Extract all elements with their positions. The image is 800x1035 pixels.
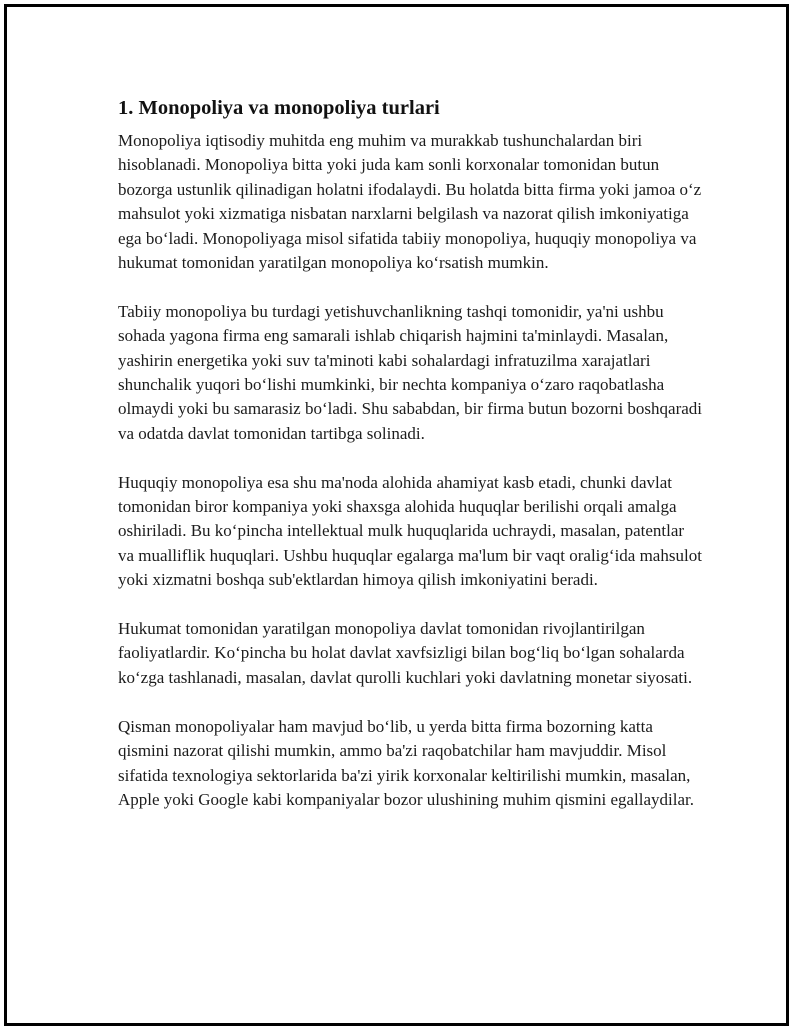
section-heading: 1. Monopoliya va monopoliya turlari: [118, 97, 440, 119]
document-body: [118, 95, 703, 837]
paragraph-natural-monopoly: Tabiiy monopoliya bu turdagi yetishuvchanlikning tashqi tomonidir, ya'ni ushbu sohada yagona firma eng samarali ishlab chiqarish hajmini ta'minlaydi. Masalan, yashirin energetika yoki suv ta'minoti kabi sohalardagi infratuzilma xarajatlari shunchalik yuqori bo‘lishi mumkinki, bir nechta kompaniya o‘zaro raqobatlasha olmaydi yoki bu samarasiz bo‘ladi. Shu sababdan, bir firma butun bozorni boshqaradi va odatda davlat tomonidan tartibga solinadi.: [118, 301, 703, 443]
paragraph-monopoly-definition: Monopoliya iqtisodiy muhitda eng muhim va murakkab tushunchalardan biri hisoblanadi. Monopoliya bitta yoki juda kam sonli korxonalar tomonidan butun bozorga ustunlik qilinadigan holatni ifodalaydi. Bu holatda bitta firma yoki jamoa o‘z mahsulot yoki xizmatiga nisbatan narxlarni belgilash va nazorat qilish imkoniyatiga ega bo‘ladi. Monopoliyaga misol sifatida tabiiy monopoliya, huquqiy monopoliya va hukumat tomonidan yaratilgan monopoliya ko‘rsatish mumkin.: [118, 131, 702, 273]
paragraph-government-monopoly: Hukumat tomonidan yaratilgan monopoliya davlat tomonidan rivojlantirilgan faoliyatlardir. Ko‘pincha bu holat davlat xavfsizligi bilan bog‘liq bo‘lgan sohalarda ko‘zga tashlanadi, masalan, davlat qurolli kuchlari yoki davlatning monetar siyosati.: [118, 619, 693, 687]
paragraph-legal-monopoly: Huquqiy monopoliya esa shu ma'noda alohida ahamiyat kasb etadi, chunki davlat tomonidan biror kompaniya yoki shaxsga alohida huquqlar berilishi orqali amalga oshiriladi. Bu ko‘pincha intellektual mulk huquqlarida uchraydi, masalan, patentlar va mualliflik huquqlari. Ushbu huquqlar egalarga ma'lum bir vaqt oralig‘ida mahsulot yoki xizmatni boshqa sub'ektlardan himoya qilish imkoniyatini beradi.: [118, 472, 702, 590]
paragraph-partial-monopoly: Qisman monopoliyalar ham mavjud bo‘lib, u yerda bitta firma bozorning katta qismini nazorat qilishi mumkin, ammo ba'zi raqobatchilar ham mavjuddir. Misol sifatida texnologiya sektorlarida ba'zi yirik korxonalar keltirilishi mumkin, masalan, Apple yoki Google kabi kompaniyalar bozor ulushining muhim qismini egallaydilar.: [118, 716, 695, 809]
